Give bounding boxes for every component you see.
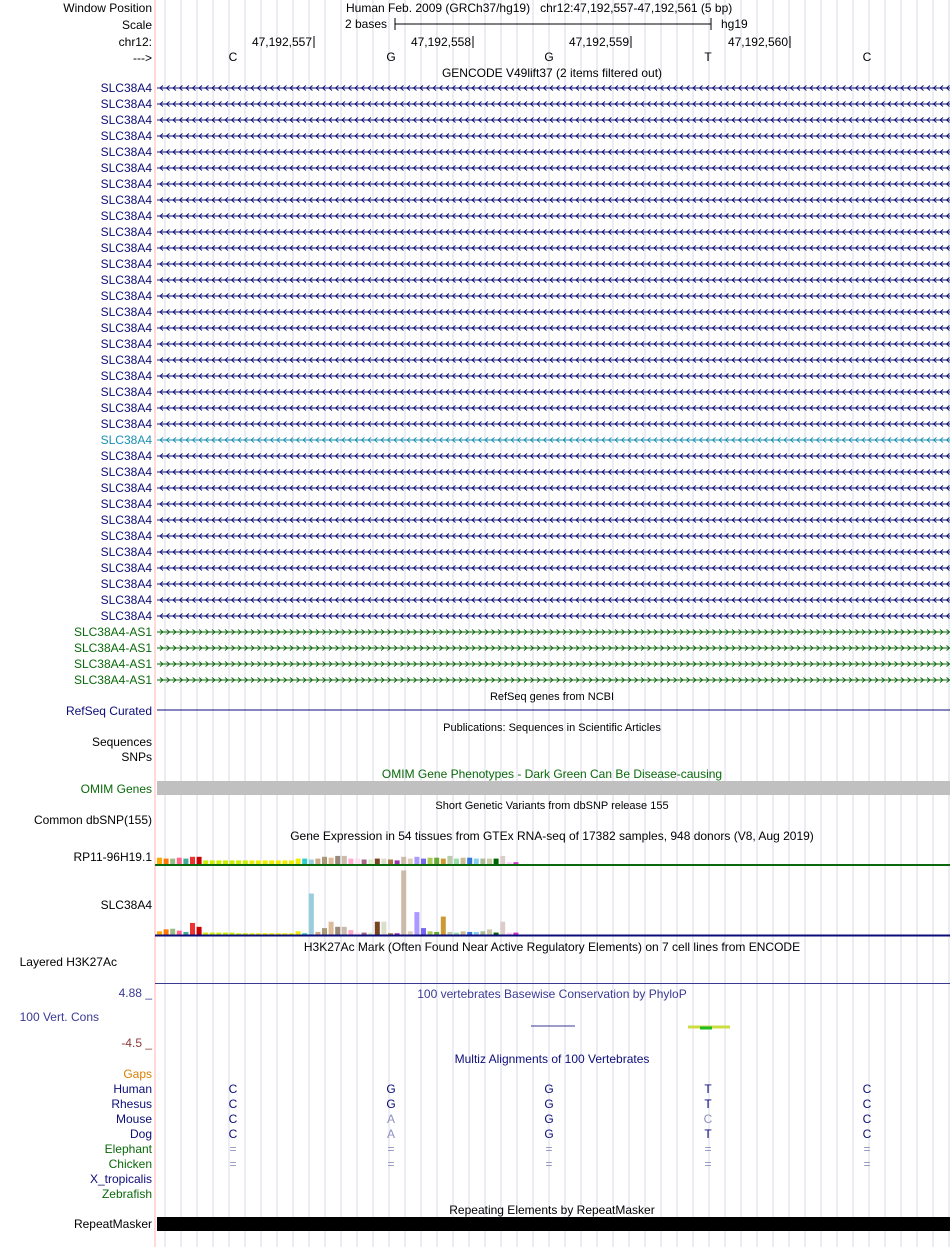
gtex-tissue-bar: [249, 860, 254, 864]
gencode-item-label[interactable]: SLC38A4: [100, 417, 152, 431]
gtex-tissue-bar: [190, 857, 195, 864]
gtex-tissue-bar: [494, 933, 499, 935]
gencode-item-label[interactable]: SLC38A4: [100, 401, 152, 415]
gtex-expression-bars[interactable]: [157, 856, 518, 935]
gtex-tissue-bar: [302, 933, 307, 934]
gencode-item-label[interactable]: SLC38A4: [100, 529, 152, 543]
gtex-tissue-bar: [480, 859, 485, 864]
gtex-tissue-bar: [414, 857, 419, 864]
position-label: 47,192,557: [251, 35, 312, 49]
reference-base: G: [386, 50, 396, 64]
multiz-track-title[interactable]: Multiz Alignments of 100 Vertebrates: [454, 1052, 650, 1066]
scale-label: Scale: [121, 18, 152, 32]
gtex-tissue-bar: [441, 917, 446, 935]
gtex-tissue-bar: [276, 860, 281, 864]
gtex-tissue-bar: [500, 856, 505, 864]
position-label: 47,192,558: [410, 35, 471, 49]
gtex-tissue-bar: [170, 859, 175, 864]
gtex-tissue-bar: [197, 927, 202, 935]
gtex-tissue-bar: [223, 933, 228, 935]
gtex-tissue-bar: [289, 933, 294, 934]
gtex-tissue-bar: [447, 932, 452, 935]
gencode-item-label[interactable]: SLC38A4: [100, 257, 152, 271]
multiz-base: C: [228, 1082, 238, 1096]
gencode-item-label[interactable]: SLC38A4: [100, 81, 152, 95]
gtex-tissue-bar: [282, 860, 287, 864]
multiz-base: =: [229, 1157, 237, 1171]
gencode-item-label[interactable]: SLC38A4: [100, 369, 152, 383]
gtex-tissue-bar: [421, 859, 426, 864]
gtex-tissue-bar: [381, 922, 386, 935]
gtex-tissue-bar: [507, 862, 512, 864]
multiz-alignment[interactable]: [90, 1082, 872, 1201]
gencode-item-label[interactable]: SLC38A4: [100, 593, 152, 607]
gencode-item-label[interactable]: SLC38A4: [100, 145, 152, 159]
gtex-tissue-bar: [487, 859, 492, 864]
multiz-species-label[interactable]: Chicken: [108, 1157, 152, 1171]
gtex-tissue-bar: [329, 858, 334, 864]
gtex-tissue-bar: [342, 856, 347, 864]
gtex-tissue-bar: [170, 929, 175, 935]
multiz-species-label[interactable]: Elephant: [104, 1142, 152, 1156]
gtex-tissue-bar: [276, 933, 281, 934]
gtex-tissue-bar: [362, 860, 367, 865]
gtex-tissue-bar: [203, 933, 208, 935]
multiz-base: G: [544, 1112, 554, 1126]
gtex-tissue-bar: [408, 859, 413, 864]
omim-gene-bar[interactable]: [157, 781, 950, 795]
gtex-tissue-bar: [315, 932, 320, 935]
gtex-tissue-bar: [428, 931, 433, 934]
gtex-tissue-bar: [348, 930, 353, 934]
repeatmasker-bar[interactable]: [157, 1217, 950, 1231]
gtex-tissue-bar: [434, 858, 439, 864]
repeatmasker-track-label[interactable]: RepeatMasker: [73, 1217, 152, 1231]
gtex-tissue-bar: [362, 933, 367, 935]
multiz-base: G: [544, 1082, 554, 1096]
gtex-tissue-bar: [335, 927, 340, 935]
h3k27ac-track-title[interactable]: H3K27Ac Mark (Often Found Near Active Regulatory Elements) on 7 cell lines from ENCODE: [303, 940, 801, 954]
multiz-base: G: [386, 1082, 396, 1096]
gtex-tissue-bar: [256, 933, 261, 934]
multiz-base: G: [544, 1127, 554, 1141]
gtex-tissue-bar: [395, 860, 400, 864]
gencode-item-label[interactable]: SLC38A4: [100, 129, 152, 143]
repeatmasker-track-title[interactable]: Repeating Elements by RepeatMasker: [449, 1203, 655, 1217]
gencode-item-label[interactable]: SLC38A4: [100, 561, 152, 575]
phylop-track-title[interactable]: 100 vertebrates Basewise Conservation by PhyloP: [417, 987, 687, 1001]
gtex-gene-label-1[interactable]: RP11-96H19.1: [73, 850, 152, 864]
gtex-tissue-bar: [467, 932, 472, 935]
gtex-tissue-bar: [322, 857, 327, 864]
gtex-tissue-bar: [216, 860, 221, 864]
gtex-tissue-bar: [474, 932, 479, 935]
position-label: 47,192,559: [568, 35, 629, 49]
multiz-base: =: [545, 1142, 553, 1156]
gtex-tissue-bar: [348, 859, 353, 864]
gtex-tissue-bar: [447, 856, 452, 864]
gencode-item-label[interactable]: SLC38A4: [100, 609, 152, 623]
gtex-tissue-bar: [315, 859, 320, 864]
gtex-tissue-bar: [513, 862, 518, 864]
gtex-tissue-bar: [269, 860, 274, 864]
gtex-tissue-bar: [335, 856, 340, 864]
gencode-item-label[interactable]: SLC38A4: [100, 161, 152, 175]
reference-base: C: [228, 50, 238, 64]
gtex-tissue-bar: [177, 858, 182, 864]
multiz-species-label[interactable]: Dog: [129, 1127, 152, 1141]
gencode-item-label[interactable]: SLC38A4-AS1: [73, 625, 152, 639]
gtex-tissue-bar: [296, 931, 301, 934]
gtex-tissue-bar: [401, 871, 406, 935]
publications-sequences-label[interactable]: Sequences: [91, 735, 152, 749]
multiz-base: =: [863, 1157, 871, 1171]
multiz-base: C: [862, 1082, 872, 1096]
multiz-base: =: [387, 1157, 395, 1171]
gencode-item-label[interactable]: SLC38A4: [100, 433, 152, 447]
reference-base: T: [704, 50, 712, 64]
phylop-min-label: -4.5 _: [121, 1036, 152, 1050]
gtex-tissue-bar: [494, 859, 499, 864]
gencode-item-label[interactable]: SLC38A4: [100, 497, 152, 511]
multiz-base: C: [862, 1097, 872, 1111]
gtex-tissue-bar: [243, 860, 248, 864]
multiz-base: =: [545, 1157, 553, 1171]
gtex-tissue-bar: [296, 859, 301, 864]
gtex-tissue-bar: [507, 933, 512, 935]
reference-base: G: [544, 50, 554, 64]
phylop-track-label[interactable]: 100 Vert. Cons: [19, 1010, 99, 1024]
publications-track-title[interactable]: Publications: Sequences in Scientific Articles: [443, 722, 661, 734]
assembly-position-text[interactable]: Human Feb. 2009 (GRCh37/hg19) chr12:47,192,557-47,192,561 (5 bp): [346, 1, 733, 15]
multiz-species-label[interactable]: X_tropicalis: [89, 1172, 152, 1186]
scale-db: hg19: [721, 17, 748, 31]
multiz-base: C: [228, 1127, 238, 1141]
gtex-tissue-bar: [421, 928, 426, 934]
gencode-item-label[interactable]: SLC38A4: [100, 577, 152, 591]
gtex-tissue-bar: [236, 860, 241, 864]
gtex-tissue-bar: [164, 929, 169, 934]
gtex-tissue-bar: [243, 933, 248, 934]
omim-track-label[interactable]: OMIM Genes: [80, 782, 152, 796]
dbsnp-track-title[interactable]: Short Genetic Variants from dbSNP release 155: [435, 800, 669, 812]
gtex-tissue-bar: [216, 933, 221, 935]
gtex-tissue-bar: [203, 860, 208, 864]
gencode-item-label[interactable]: SLC38A4-AS1: [73, 641, 152, 655]
gtex-tissue-bar: [428, 858, 433, 864]
strand-label: --->: [133, 51, 152, 65]
gtex-tissue-bar: [342, 927, 347, 935]
gtex-tissue-bar: [454, 859, 459, 864]
gtex-tissue-bar: [210, 933, 215, 935]
gencode-track-title[interactable]: GENCODE V49lift37 (2 items filtered out): [441, 66, 663, 80]
gtex-tissue-bar: [461, 931, 466, 934]
gtex-tissue-bar: [183, 859, 188, 864]
gencode-item-label[interactable]: SLC38A4: [100, 305, 152, 319]
multiz-base: =: [704, 1157, 712, 1171]
gencode-item-label[interactable]: SLC38A4-AS1: [73, 673, 152, 687]
gtex-tissue-bar: [381, 859, 386, 864]
gtex-tissue-bar: [164, 859, 169, 864]
multiz-base: =: [387, 1142, 395, 1156]
gencode-item-label[interactable]: SLC38A4: [100, 449, 152, 463]
gtex-tissue-bar: [190, 923, 195, 935]
refseq-track-title[interactable]: RefSeq genes from NCBI: [489, 691, 615, 703]
multiz-base: C: [228, 1097, 238, 1111]
omim-track-title[interactable]: OMIM Gene Phenotypes - Dark Green Can Be Disease-causing: [381, 767, 723, 781]
gtex-tissue-bar: [230, 860, 235, 864]
gtex-tissue-bar: [388, 860, 393, 865]
multiz-species-label[interactable]: Human: [113, 1082, 152, 1096]
multiz-gaps-label: Gaps: [123, 1067, 152, 1081]
gtex-tissue-bar: [388, 933, 393, 934]
gtex-tissue-bar: [183, 932, 188, 935]
gencode-item-label[interactable]: SLC38A4: [100, 241, 152, 255]
gtex-tissue-bar: [236, 933, 241, 934]
multiz-base: T: [704, 1127, 712, 1141]
gtex-tissue-bar: [256, 860, 261, 864]
gtex-tissue-bar: [467, 858, 472, 864]
gencode-item-label[interactable]: SLC38A4: [100, 225, 152, 239]
multiz-base: =: [229, 1142, 237, 1156]
gtex-tissue-bar: [282, 933, 287, 934]
gtex-tissue-bar: [263, 860, 268, 864]
multiz-species-label[interactable]: Zebrafish: [101, 1187, 152, 1201]
multiz-base: =: [863, 1142, 871, 1156]
gtex-tissue-bar: [157, 858, 162, 864]
gencode-item-label[interactable]: SLC38A4: [100, 337, 152, 351]
gencode-item-label[interactable]: SLC38A4: [100, 177, 152, 191]
gencode-track[interactable]: [74, 81, 950, 687]
publications-snps-label[interactable]: SNPs: [121, 750, 152, 764]
gencode-item-label[interactable]: SLC38A4: [100, 113, 152, 127]
gencode-item-label[interactable]: SLC38A4-AS1: [73, 657, 152, 671]
gencode-item-label[interactable]: SLC38A4: [100, 289, 152, 303]
gtex-tissue-bar: [210, 860, 215, 864]
multiz-base: T: [704, 1082, 712, 1096]
gtex-track-title[interactable]: Gene Expression in 54 tissues from GTEx RNA-seq of 17382 samples, 948 donors (V8, Aug 2019): [290, 829, 814, 843]
gtex-tissue-bar: [375, 859, 380, 864]
multiz-species-label[interactable]: Rhesus: [111, 1097, 152, 1111]
gencode-item-label[interactable]: SLC38A4: [100, 209, 152, 223]
gtex-tissue-bar: [309, 860, 314, 865]
gencode-item-label[interactable]: SLC38A4: [100, 321, 152, 335]
gtex-gene-label-2[interactable]: SLC38A4: [100, 898, 152, 912]
gencode-item-label[interactable]: SLC38A4: [100, 385, 152, 399]
gtex-tissue-bar: [289, 860, 294, 864]
multiz-base: C: [228, 1112, 238, 1126]
gencode-item-label[interactable]: SLC38A4: [100, 545, 152, 559]
gtex-tissue-bar: [368, 860, 373, 865]
gencode-item-label[interactable]: SLC38A4: [100, 273, 152, 287]
gtex-tissue-bar: [177, 931, 182, 935]
chrom-label: chr12:: [118, 35, 152, 49]
gtex-tissue-bar: [474, 859, 479, 864]
gtex-tissue-bar: [401, 857, 406, 864]
gtex-tissue-bar: [302, 859, 307, 864]
h3k27ac-track-label[interactable]: Layered H3K27Ac: [19, 955, 117, 969]
gencode-item-label[interactable]: SLC38A4: [100, 97, 152, 111]
gtex-tissue-bar: [269, 933, 274, 934]
gtex-tissue-bar: [197, 857, 202, 864]
multiz-base: =: [704, 1142, 712, 1156]
gtex-tissue-bar: [368, 933, 373, 935]
gtex-tissue-bar: [329, 922, 334, 935]
gtex-tissue-bar: [441, 859, 446, 864]
gtex-tissue-bar: [309, 894, 314, 935]
gtex-tissue-bar: [414, 912, 419, 934]
gtex-tissue-bar: [434, 932, 439, 935]
dbsnp-track-label[interactable]: Common dbSNP(155): [33, 813, 152, 827]
multiz-base: C: [703, 1112, 713, 1126]
gtex-tissue-bar: [355, 933, 360, 935]
phylop-signal[interactable]: [531, 1026, 730, 1028]
scale-text: 2 bases: [345, 17, 388, 31]
gtex-tissue-bar: [355, 859, 360, 864]
reference-base: C: [862, 50, 872, 64]
multiz-base: T: [704, 1097, 712, 1111]
gtex-tissue-bar: [500, 922, 505, 935]
multiz-base: C: [862, 1127, 872, 1141]
gtex-tissue-bar: [487, 929, 492, 934]
window-position-label: Window Position: [63, 1, 152, 15]
multiz-species-label[interactable]: Mouse: [115, 1112, 152, 1126]
gtex-tissue-bar: [395, 933, 400, 934]
gencode-item-label[interactable]: SLC38A4: [100, 513, 152, 527]
gtex-tissue-bar: [230, 933, 235, 935]
gtex-tissue-bar: [375, 922, 380, 935]
gtex-tissue-bar: [513, 933, 518, 935]
multiz-base: A: [386, 1112, 396, 1126]
scale-bar: [395, 18, 711, 30]
gtex-tissue-bar: [157, 931, 162, 934]
gtex-tissue-bar: [454, 933, 459, 935]
refseq-track-label[interactable]: RefSeq Curated: [65, 704, 152, 718]
gencode-item-label[interactable]: SLC38A4: [100, 193, 152, 207]
gtex-tissue-bar: [249, 933, 254, 934]
multiz-base: G: [386, 1097, 396, 1111]
gtex-tissue-bar: [223, 860, 228, 864]
gencode-item-label[interactable]: SLC38A4: [100, 481, 152, 495]
gencode-item-label[interactable]: SLC38A4: [100, 353, 152, 367]
gtex-tissue-bar: [461, 858, 466, 864]
multiz-base: C: [862, 1112, 872, 1126]
multiz-base: G: [544, 1097, 554, 1111]
gtex-tissue-bar: [322, 928, 327, 934]
position-label: 47,192,560: [727, 35, 788, 49]
gtex-tissue-bar: [263, 933, 268, 934]
gtex-tissue-bar: [480, 931, 485, 934]
gencode-item-label[interactable]: SLC38A4: [100, 465, 152, 479]
phylop-max-label: 4.88 _: [118, 986, 152, 1000]
gtex-tissue-bar: [408, 931, 413, 934]
multiz-base: A: [386, 1127, 396, 1141]
